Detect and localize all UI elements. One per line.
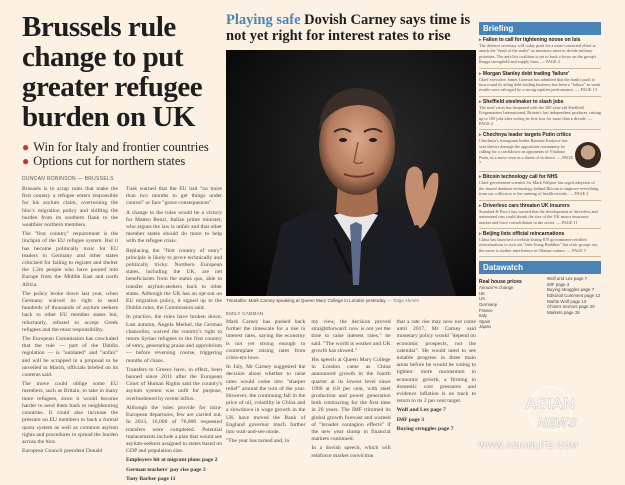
arrow-icon: ▸ — [479, 230, 482, 237]
carney-photo — [226, 50, 476, 296]
watermark-brand-top: ASIAN — [525, 396, 575, 413]
arrow-icon: ▸ — [479, 174, 482, 181]
carney-body — [226, 319, 476, 462]
lead-headline: Brussels rule change to put greater refugee burden on UK — [22, 11, 203, 133]
briefing-sidebar — [479, 22, 601, 330]
arrow-icon: ▸ — [479, 202, 482, 209]
datawatch-header: Datawatch — [479, 261, 601, 274]
brief-item: ▸ Beijing lists official reincarnations China has launched a website listing 870 government-certified reincarnations to root out "fake living Buddhas" but critic groups say the move is further interference in Tibetan culture. — PAGE 5 — [479, 229, 601, 257]
lead-bullet: ● Options cut for northern states — [22, 154, 186, 168]
watermark-brand-bottom: NEWS — [537, 415, 577, 430]
lead-column-2: Tusk warned that the EU had "no more than two months to get things under control" or face "grave consequences". A change to the rules would be a victory for Matteo Renzi, Italian prime minister, who argues the law is unfair and that other member states should do more to help with the refugee crisis. Replacing the "first country of entry" principle is likely to prove technically and politically tricky. Northern European states, including the UK, are net beneficiaries from the status quo, able to transfer asylum-seekers back to other states. Although the UK has an opt-out on EU migration policy, it signed up to the Dublin rules, the Commission said. In practice, the rules have broken down. Last autumn, Angela Merkel, the German chancellor, waived the country's right to return Syrian refugees to the first country of entry, generating praise and opprobrium — before reversing course, triggering months of chaos. Transfers to Greece have, in effect, been banned since 2011 after the European Court of Human Rights said the country's asylum system was unfit for purpose, overburdened by recent influx. Although the rules provide for intra-European departures, few are carried out. In 2013, 16,000 of 76,000 requested transfers were completed. Potential replacements include a plan that would see asylum-seekers assigned to states based on GDP and population size. Employers hit at migrant plans page 2 German teachers' pay rise page 3 Tony Barber page 11 — [126, 186, 222, 482]
datawatch-list: Real house prices Annual % change UK US Germany France Italy Spain Japan — [479, 279, 522, 330]
brief-item: ▸ Sheffield steelmaker to slash jobs The steel crisis has deepened with the 300-year-old Sheffield Forgemasters International, Britain's last independent producer, cutting up to 100 jobs after seeing its first loss for more than a decade. — PAGE 4 — [479, 97, 601, 131]
datawatch-panel — [479, 276, 601, 330]
brief-item: ▸ Chechnya leader targets Putin critics Chechnya's strongman leader Ramzan Kadyrov has sent shivers through the opposition community by calling for a crackdown on opponents of Vladimir Putin, in a move seen as a threat of violence. — PAGE 7 — [479, 130, 601, 172]
carney-column-2: my view, the decision proved straightforward: now is not yet the time to raise interest rates," he said. "The world is weaker and UK growth has slowed." His speech at Queen Mary College in London came as China announced growth in the fourth quarter at its lowest level since 1990 at 6.8 per cent, with steel production and power generation both contracting for the first time in 20 years. The IMF trimmed its global growth forecast and warned of "broader contagion effects" if the new year slump in financial markets continued. In a dovish speech, which will reinforce market conviction — [311, 319, 391, 459]
arrow-icon: ▸ — [479, 132, 482, 139]
carney-story — [226, 12, 476, 462]
carney-headline: Playing safe Dovish Carney says time is not yet right for interest rates to rise — [226, 12, 471, 44]
lead-column-1: Brussels is to scrap rules that make the first country a refugee enters responsible for his asylum claim, overturning the bloc's migration policy and shifting the burden from its southern flank to the wealthier northern members. The "first country" requirement is the linchpin of the EU refugee system. But it has become politically toxic for EU leaders in Germany and other states criticised for failing to register and shelter the 1.2m people who have poured into Europe from the Middle East and north Africa. The policy broke down last year, when Germany waived its right to send hundreds of thousands of asylum seekers back to other EU member states but, reluctantly, refused to accept Greek refugees and the most responsibility. The European Commission has concluded that the rule — part of the Dublin regulation — is "outdated" and "unfair" and will be scrapped in a proposal to be unveiled in March, officials briefed on its contents said. The move could oblige some EU members, such as Britain, to take in many more refugees, since it would become harder to send them back to neighbouring countries. It could also increase the pressure on EU members to back a formal quota system as well as common asylum rights and procedures to spread the burden across the bloc. European Council president Donald — [22, 186, 118, 455]
lead-bullet: ● Win for Italy and frontier countries — [22, 140, 209, 154]
brief-item: ▸ Fallon to call for tightening noose on Isis The defence secretary will today push for a more concerted effort to attack the "head of the snake" as ministers meet to decide military priorities. The anti-Isis coalition is set to back a focus on the group's Raqqa stronghold and supply lines. — PAGE 2 — [479, 35, 601, 69]
arrow-icon: ▸ — [479, 37, 482, 43]
contents-list: Wolf and Lex page 7 IMF page 3 Buying struggles page 7 Editorial Comment page 12 Martin Wolf page 13 China's tremors page 20 Markets page 25 — [547, 276, 601, 315]
kadyrov-portrait — [575, 142, 601, 168]
carney-column-1: Mark Carney has pushed back further the timescale for a rise in interest rates, saying the economy is not yet strong enough to contemplate raising rates from crisis-era lows. In July, Mr Carney suggested the decision about whether to raise rates would come into "sharper relief" around the turn of the year. However, the continuing fall in the price of oil, volatility in China and a slowdown in wage growth in the UK have moved the Bank of England governor much further into wait-and-see mode. "The year has turned and, in — [226, 319, 306, 445]
arrow-icon: ▸ — [479, 98, 482, 105]
asian-news-watermark-logo — [495, 385, 605, 445]
arrow-icon: ▸ — [479, 70, 482, 77]
carney-byline: EMILY CADMAN — [226, 311, 264, 316]
lead-body — [22, 186, 222, 485]
carney-column-3: that a rate rise may now not come until 2017, Mr Carney said monetary policy would "depend on economic prospects, not the calendar". He would need to see notable progress in three main areas before he would be voting to tighten: more momentum in economic growth, a firming in domestic cost pressures and evidence inflation is on track to return to its 2 per cent target. Wolf and Lex page 7 IMF page 3 Buying struggles page 7 — [396, 319, 476, 432]
carney-portrait-image — [226, 50, 476, 296]
watermark-url: WWW.ASIANLITE.COM — [478, 440, 579, 450]
brief-item: ▸ Bitcoin technology call for NHS Chief government scientist Sir Mark Walport has urged adoption of the shared database technology behind Bitcoin to improve everything from tax collection to the running of health records. — PAGE 2 — [479, 172, 601, 200]
brief-item: ▸ Driverless cars threaten UK insurers Standard & Poor's has warned that the development of driverless and automated cars could shrink the size of the UK motor insurance market and force consolidation in the sector. — PAGE 11 — [479, 201, 601, 229]
lead-bullets — [22, 140, 222, 168]
bullet-icon: ● — [22, 154, 30, 168]
photo-caption: Timetable: Mark Carney speaking at Queen Mary College in London yesterday — Tolga Akmen — [226, 298, 420, 303]
bullet-icon: ● — [22, 140, 30, 154]
photo-credit: — Tolga Akmen — [386, 298, 420, 303]
brief-item: ▸ Morgan Stanley debt trading 'failure' Chief executive James Gorman has admitted that the bank's push to turn round its ailing debt-trading business has been a "failure" as weak results were salvaged by a strong equities performance. — PAGE 13 — [479, 69, 601, 97]
lead-byline: DUNCAN ROBINSON — BRUSSELS — [22, 176, 114, 182]
story-kicker: Playing safe — [226, 12, 301, 28]
briefing-header: Briefing — [479, 22, 601, 35]
lead-story — [22, 12, 222, 485]
